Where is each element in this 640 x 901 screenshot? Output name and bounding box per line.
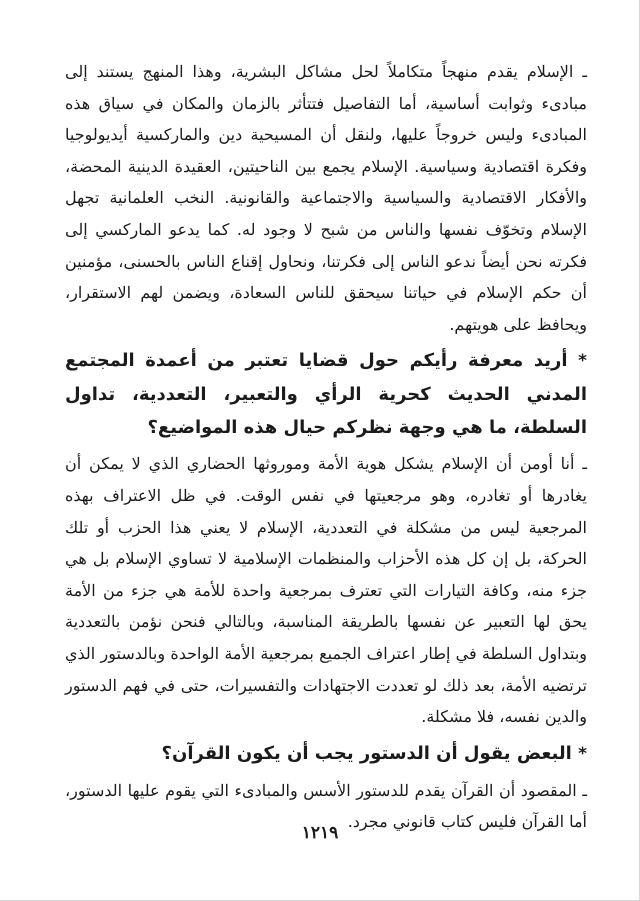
star-marker: * xyxy=(578,743,587,764)
page-body xyxy=(65,56,587,838)
page-number: ١٢١٩ xyxy=(301,823,339,843)
question-paragraph-2 xyxy=(65,737,587,771)
answer-text: المقصود أن القرآن يقدم للدستور الأسس والمبادىء التي يقوم عليها الدستور، أما القرآن فليس كتاب قانوني مجرد. xyxy=(65,780,587,832)
answer-text: الإسلام يقدم منهجاً متكاملاً لحل مشاكل البشرية، وهذا المنهج يستند إلى مبادىء وثوابت أساسية، أما التفاصيل فتتأثر بالزمان والمكان في سياق هذه المبادىء وليس خروجاً عليها، ولنقل أن المسيحية دين والماركسية أيديولوجيا وفكرة اقتصادية وسياسية. الإسلام يجمع بين الناحيتين، العقيدة الدينية المحضة، والأفكار الاقتصادية والسياسية والاجتماعية والقانونية. النخب العلمانية تجهل الإسلام وتخوّف نفسها والناس من شبح لا وجود له. كما يدعو الماركسي إلى فكرته نحن أيضاً ندعو الناس إلى فكرتنا، ونحاول إقناع الناس بالحسنى، مؤمنين أن حكم الإسلام في حياتنا سيحقق للناس السعادة، ويضمن لهم الاستقرار، ويحافظ على هويتهم. xyxy=(65,62,587,334)
answer-paragraph-2 xyxy=(65,448,587,732)
question-paragraph-1 xyxy=(65,344,587,444)
question-text: البعض يقول أن الدستور يجب أن يكون القرآن؟ xyxy=(161,742,572,764)
answer-paragraph-1 xyxy=(65,56,587,340)
star-marker: * xyxy=(578,351,587,372)
dash-marker: ـ xyxy=(582,62,588,81)
question-text: أريد معرفة رأيكم حول قضايا تعتبر من أعمدة المجتمع المدني الحديث كحرية الرأي والتعبير، التعددية، تداول السلطة، ما هي وجهة نظركم حيال هذه المواضيع؟ xyxy=(65,350,587,439)
answer-text: أنا أومن أن الإسلام يشكل هوية الأمة وموروثها الحضاري الذي لا يمكن أن يغادرها أو تغادره، وهو مرجعيتها في نفس الوقت. في ظل الاعتراف بهذه المرجعية ليس من مشكلة في التعددية، الإسلام لا يعني هذا الحزب أو تلك الحركة، بل إن كل هذه الأحزاب والمنظمات الإسلامية لا تساوي الإسلام بل هي جزء منه، وكافة التيارات التي تعترف بمرجعية واحدة للأمة هي جزء من الأمة يحق لها التعبير عن نفسها بالطريقة المناسبة، وبالتالي فنحن نؤمن بالتعددية وبتداول السلطة في إطار اعتراف الجميع بمرجعية الأمة الواحدة وبالدستور الذي ترتضيه الأمة، بعد ذلك لو تعددت الاجتهادات والتفسيرات، حتى في فهم الدستور والدين نفسه، فلا مشكلة. xyxy=(65,454,587,727)
dash-marker: ـ xyxy=(582,780,587,800)
dash-marker: ـ xyxy=(582,454,587,474)
